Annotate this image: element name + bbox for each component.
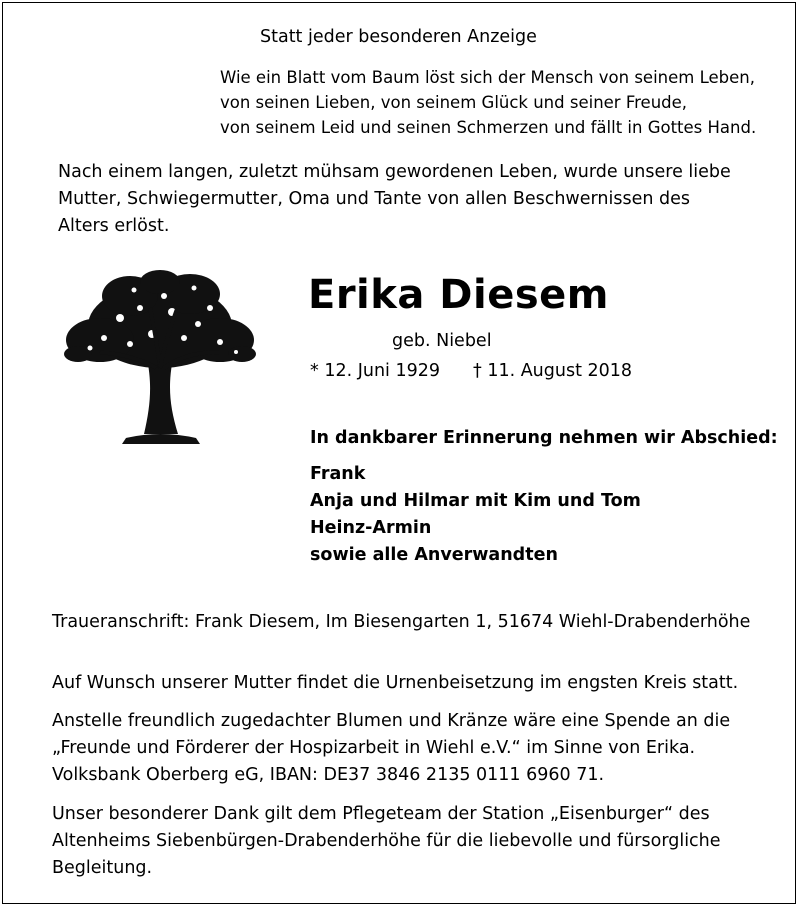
deceased-name: Erika Diesem: [308, 272, 609, 318]
donation-line: Anstelle freundlich zugedachter Blumen und Kränze wäre eine Spende an die: [52, 711, 731, 731]
intro-line: Alters erlöst.: [58, 216, 170, 236]
donation-line: Volksbank Oberberg eG, IBAN: DE37 3846 2135 0111 6960 71.: [52, 765, 605, 785]
thanks-line: Unser besonderer Dank gilt dem Pflegeteam der Station „Eisenburger“ des: [52, 804, 710, 824]
poem: [220, 65, 756, 140]
notice-header: Statt jeder besonderen Anzeige: [260, 27, 537, 47]
thanks-line: Begleitung.: [52, 858, 153, 878]
intro-text: [58, 159, 731, 240]
poem-line: von seinen Lieben, von seinem Glück und seiner Freude,: [220, 93, 688, 112]
death-date: † 11. August 2018: [473, 361, 633, 381]
burial-note: Auf Wunsch unserer Mutter findet die Urnenbeisetzung im engsten Kreis statt.: [52, 673, 739, 693]
donation-line: „Freunde und Förderer der Hospizarbeit in Wiehl e.V.“ im Sinne von Erika.: [52, 738, 696, 758]
thanks-line: Altenheims Siebenbürgen-Drabenderhöhe für die liebevolle und fürsorgliche: [52, 831, 721, 851]
farewell-heading: In dankbarer Erinnerung nehmen wir Abschied:: [310, 428, 778, 448]
family-member: Heinz-Armin: [310, 518, 432, 538]
birth-name: geb. Niebel: [392, 331, 492, 351]
poem-line: Wie ein Blatt vom Baum löst sich der Mensch von seinem Leben,: [220, 68, 755, 87]
farewell-names: [310, 461, 641, 569]
intro-line: Nach einem langen, zuletzt mühsam gewordenen Leben, wurde unsere liebe: [58, 162, 731, 182]
tree-icon: [60, 268, 260, 452]
family-member: sowie alle Anverwandten: [310, 545, 558, 565]
family-member: Frank: [310, 464, 366, 484]
family-member: Anja und Hilmar mit Kim und Tom: [310, 491, 641, 511]
thanks-note: [52, 801, 721, 882]
birth-date: * 12. Juni 1929: [310, 361, 441, 381]
mourning-address: Traueranschrift: Frank Diesem, Im Biesengarten 1, 51674 Wiehl-Drabenderhöhe: [52, 612, 751, 632]
intro-line: Mutter, Schwiegermutter, Oma und Tante von allen Beschwernissen des: [58, 189, 690, 209]
poem-line: von seinem Leid und seinen Schmerzen und fällt in Gottes Hand.: [220, 118, 757, 137]
donation-note: [52, 708, 730, 789]
